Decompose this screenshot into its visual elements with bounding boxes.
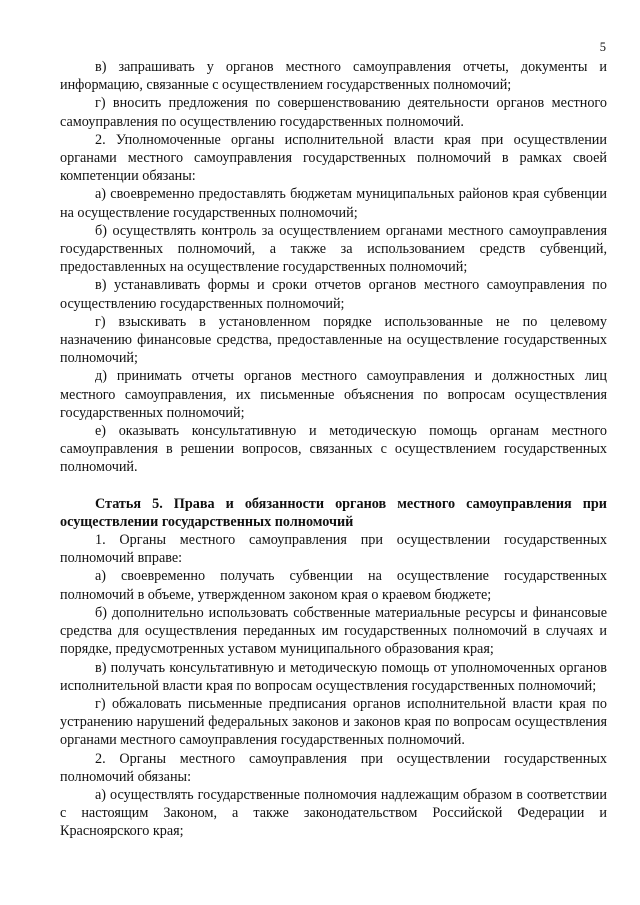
page-number: 5: [599, 40, 606, 54]
paragraph: д) принимать отчеты органов местного самоуправления и должностных лиц местного самоуправления, их письменные объяснения по вопросам осуществления государственных полномочий;: [60, 368, 607, 421]
paragraph: в) устанавливать формы и сроки отчетов органов местного самоуправления по осуществлению государственных полномочий;: [60, 277, 607, 312]
document-body: [60, 58, 607, 841]
paragraph: 1. Органы местного самоуправления при осуществлении государственных полномочий вправе:: [60, 532, 607, 567]
paragraph: е) оказывать консультативную и методическую помощь органам местного самоуправления в решении вопросов, связанных с осуществлением государственных полномочий.: [60, 423, 607, 476]
paragraph: а) своевременно предоставлять бюджетам муниципальных районов края субвенции на осуществление государственных полномочий;: [60, 186, 607, 221]
paragraph: в) получать консультативную и методическую помощь от уполномоченных органов исполнительной власти края по вопросам осуществления государственных полномочий;: [60, 659, 607, 694]
paragraph: а) своевременно получать субвенции на осуществление государственных полномочий в объеме, утвержденном законом края о краевом бюджете;: [60, 568, 607, 603]
paragraph: в) запрашивать у органов местного самоуправления отчеты, документы и информацию, связанные с осуществлением государственных полномочий;: [60, 59, 607, 94]
paragraph: г) взыскивать в установленном порядке использованные не по целевому назначению финансовые средства, предоставленные на осуществление государственных полномочий;: [60, 313, 607, 367]
section-spacer: [60, 477, 607, 495]
paragraph: б) осуществлять контроль за осуществлением органами местного самоуправления государственных полномочий, а также за использованием средств субвенций, предоставленных на осуществление государственных полномочий;: [60, 222, 607, 276]
paragraph: 2. Органы местного самоуправления при осуществлении государственных полномочий обязаны:: [60, 750, 607, 785]
paragraph: б) дополнительно использовать собственные материальные ресурсы и финансовые средства для осуществления переданных им государственных полномочий в случаях и порядке, предусмотренных уставом муниципального образования края;: [60, 604, 607, 658]
paragraph: 2. Уполномоченные органы исполнительной власти края при осуществлении органами местного самоуправления государственных полномочий в рамках своей компетенции обязаны:: [60, 131, 607, 185]
paragraph: г) обжаловать письменные предписания органов исполнительной власти края по устранению нарушений федеральных законов и законов края по вопросам осуществления органами местного самоуправления государственных полномочий.: [60, 695, 607, 749]
paragraph: а) осуществлять государственные полномочия надлежащим образом в соответствии с настоящим Законом, а также законодательством Российской Федерации и Красноярского края;: [60, 786, 607, 840]
article-heading: Статья 5. Права и обязанности органов местного самоуправления при осуществлении государственных полномочий: [60, 495, 607, 530]
paragraph: г) вносить предложения по совершенствованию деятельности органов местного самоуправления по осуществлению государственных полномочий.: [60, 95, 607, 130]
